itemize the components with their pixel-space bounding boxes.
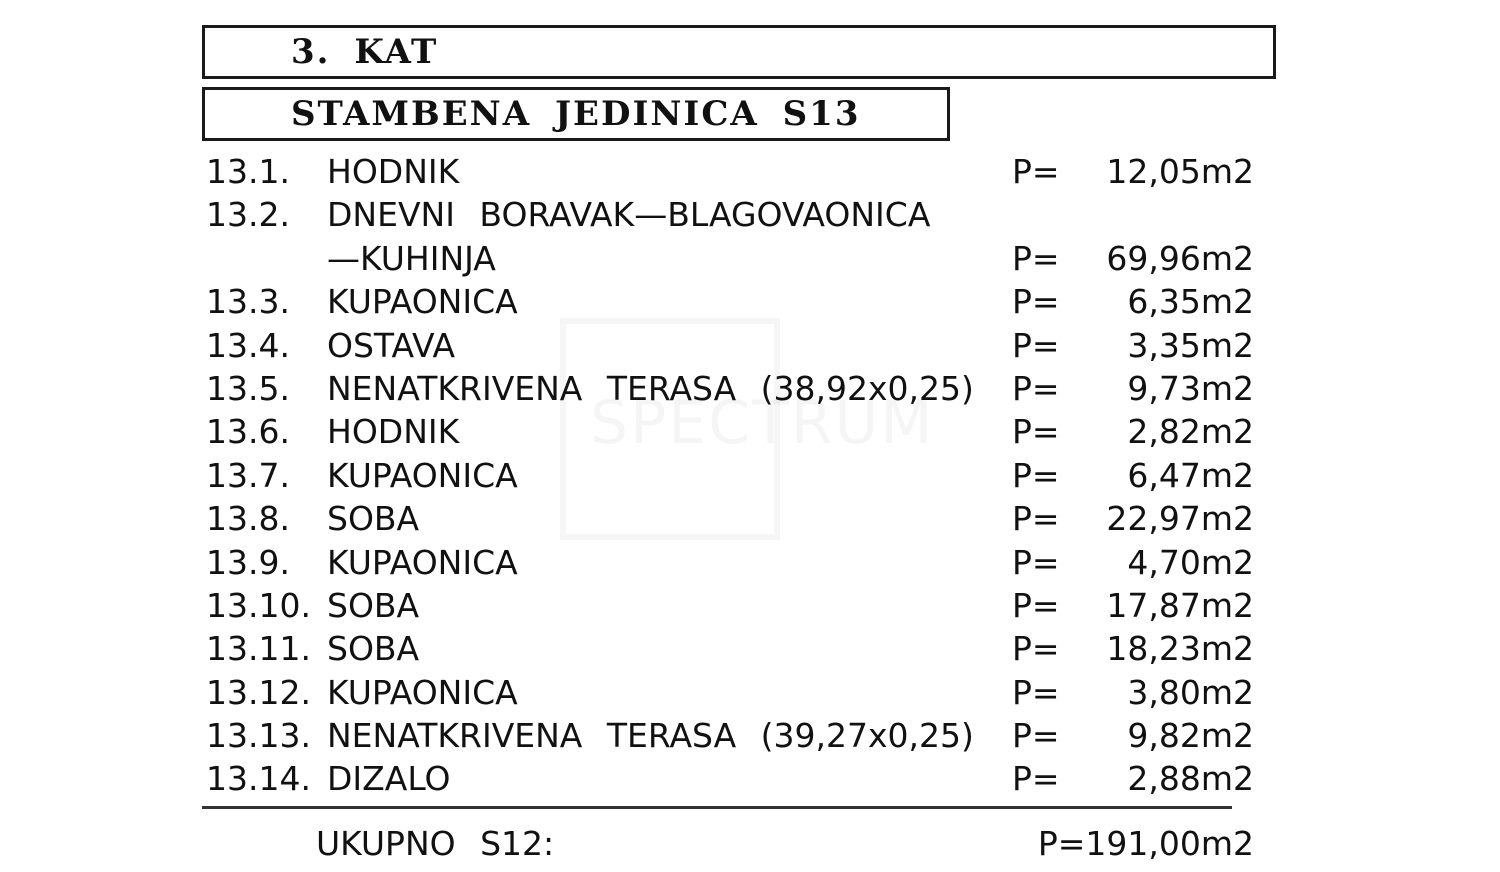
room-area: 4,70m2 bbox=[1127, 542, 1254, 582]
room-name: KUPAONICA bbox=[327, 282, 518, 322]
room-name: KUPAONICA bbox=[327, 455, 518, 495]
room-area: 3,80m2 bbox=[1127, 672, 1254, 712]
room-name: HODNIK bbox=[327, 412, 460, 452]
room-row bbox=[206, 541, 1266, 584]
room-row bbox=[206, 193, 1266, 236]
area-label: P= bbox=[1012, 585, 1060, 625]
room-area: 6,35m2 bbox=[1127, 282, 1254, 322]
room-row bbox=[206, 237, 1266, 280]
room-number: 13.11. bbox=[206, 629, 311, 669]
room-area: 17,87m2 bbox=[1106, 585, 1254, 625]
room-area: 9,73m2 bbox=[1127, 368, 1254, 408]
room-number: 13.12. bbox=[206, 672, 311, 712]
room-name: DIZALO bbox=[327, 759, 451, 799]
room-number: 13.3. bbox=[206, 282, 290, 322]
room-area: 18,23m2 bbox=[1106, 629, 1254, 669]
room-area: 2,82m2 bbox=[1127, 412, 1254, 452]
room-row bbox=[206, 714, 1266, 757]
room-row bbox=[206, 410, 1266, 453]
room-number: 13.14. bbox=[206, 759, 311, 799]
area-label: P= bbox=[1012, 629, 1060, 669]
room-row bbox=[206, 497, 1266, 540]
room-name: DNEVNI BORAVAK—BLAGOVAONICA bbox=[327, 195, 931, 235]
unit-title-box bbox=[202, 87, 950, 141]
room-name: SOBA bbox=[327, 499, 420, 539]
room-name: HODNIK bbox=[327, 152, 460, 191]
room-number: 13.2. bbox=[206, 195, 290, 235]
room-number: 13.10. bbox=[206, 585, 311, 625]
total-value: P=191,00m2 bbox=[1037, 824, 1254, 863]
room-row bbox=[206, 454, 1266, 497]
room-row bbox=[206, 367, 1266, 410]
total-divider bbox=[202, 806, 1232, 809]
area-label: P= bbox=[1012, 672, 1060, 712]
room-area: 6,47m2 bbox=[1127, 455, 1254, 495]
room-row bbox=[206, 584, 1266, 627]
area-label: P= bbox=[1012, 499, 1060, 539]
room-number: 13.4. bbox=[206, 325, 290, 365]
room-row bbox=[206, 280, 1266, 323]
area-label: P= bbox=[1012, 368, 1060, 408]
room-number: 13.5. bbox=[206, 368, 290, 408]
area-label: P= bbox=[1012, 759, 1060, 799]
area-label: P= bbox=[1012, 152, 1060, 191]
room-name: KUPAONICA bbox=[327, 672, 518, 712]
room-row bbox=[206, 671, 1266, 714]
room-area: 22,97m2 bbox=[1106, 499, 1254, 539]
room-name: NENATKRIVENA TERASA (38,92x0,25) bbox=[327, 368, 974, 408]
room-area: 69,96m2 bbox=[1106, 238, 1254, 278]
room-row bbox=[206, 757, 1266, 800]
room-row bbox=[206, 150, 1266, 193]
room-list bbox=[206, 150, 1266, 801]
area-label: P= bbox=[1012, 282, 1060, 322]
room-number: 13.6. bbox=[206, 412, 290, 452]
floor-title-box bbox=[202, 25, 1276, 79]
area-label: P= bbox=[1012, 238, 1060, 278]
floor-title: 3. KAT bbox=[291, 32, 439, 72]
area-label: P= bbox=[1012, 325, 1060, 365]
room-name: NENATKRIVENA TERASA (39,27x0,25) bbox=[327, 716, 974, 756]
room-area: 2,88m2 bbox=[1127, 759, 1254, 799]
room-area: 12,05m2 bbox=[1106, 152, 1254, 191]
area-label: P= bbox=[1012, 716, 1060, 756]
room-name: KUPAONICA bbox=[327, 542, 518, 582]
room-name: SOBA bbox=[327, 629, 420, 669]
room-number: 13.13. bbox=[206, 716, 311, 756]
room-name: SOBA bbox=[327, 585, 420, 625]
room-number: 13.1. bbox=[206, 152, 290, 191]
room-number: 13.9. bbox=[206, 542, 290, 582]
room-number: 13.8. bbox=[206, 499, 290, 539]
room-area: 9,82m2 bbox=[1127, 716, 1254, 756]
unit-title: STAMBENA JEDINICA S13 bbox=[291, 94, 861, 134]
room-area: 3,35m2 bbox=[1127, 325, 1254, 365]
area-label: P= bbox=[1012, 412, 1060, 452]
room-number: 13.7. bbox=[206, 455, 290, 495]
room-name: —KUHINJA bbox=[327, 238, 496, 278]
room-row bbox=[206, 627, 1266, 670]
room-name: OSTAVA bbox=[327, 325, 456, 365]
area-label: P= bbox=[1012, 542, 1060, 582]
total-label: UKUPNO S12: bbox=[316, 824, 555, 863]
room-row bbox=[206, 324, 1266, 367]
area-label: P= bbox=[1012, 455, 1060, 495]
